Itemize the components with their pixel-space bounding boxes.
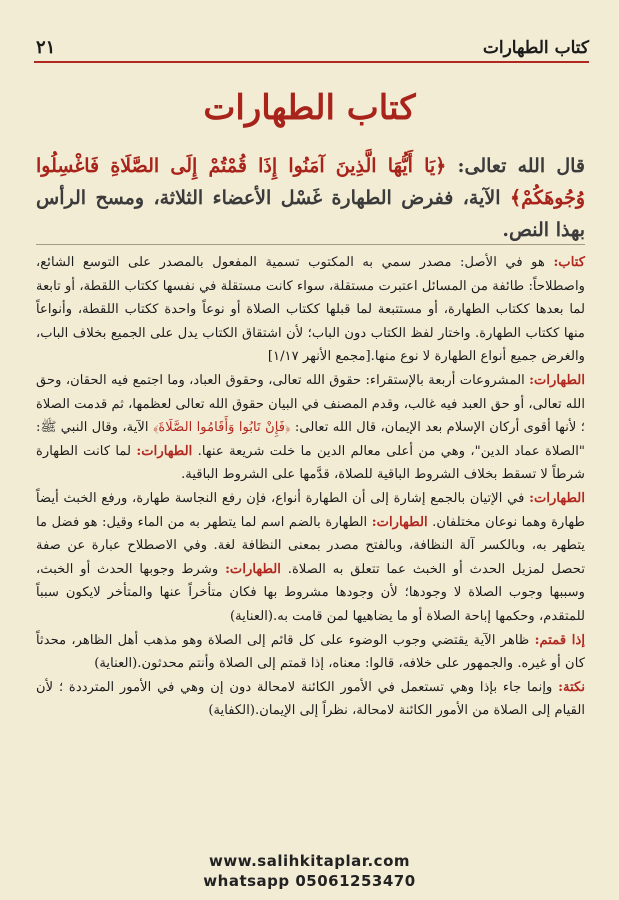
term-heading: كتاب: xyxy=(553,255,585,270)
running-header xyxy=(36,30,589,58)
term-heading: الطهارات: xyxy=(529,372,585,388)
term-heading: الطهارات: xyxy=(529,490,585,506)
term-heading: نكتة: xyxy=(558,679,585,695)
commentary-paragraph xyxy=(36,369,585,487)
watermark-phone: whatsapp 05061253470 xyxy=(203,872,416,890)
paragraph-text: الطهارة بالضم اسم لما يتطهر به من الماء وقيل: هو فضل ما يتطهر به، وبالكسر آلة النظافة، وبالفتح مصدر بمعنى النظافة لغة. وفي الاصطلاح عبارة عن صفة تحصل لمزيل الحدث أو الخبث عما تتعلق به الصلاة. xyxy=(36,514,585,577)
inline-ayah: ﴿فَإِنْ تَابُوا وَأَقَامُوا الصَّلَاةَ﴾ xyxy=(152,420,291,436)
paragraph-text: هو في الأصل: مصدر سمي به المكتوب تسمية المفعول بالمصدر على التوسع الشائع، واصطلاحاً: طائفة من المسائل اعتبرت مستقلة، سواء كانت مستقلة في نفسها ككتاب اللقطة، أو تابعة لما بعدها ككتاب الطهارة، أو مستتبعة لما قبلها ككتاب الصلاة أو نوعاً واحدة ككتاب اللقطة، وأنواعاً منها ككتاب الطهارة. واختار لفظ الكتاب دون الباب؛ لأن اشتقاق الكتاب يدل على الجميع بخلاف الباب، والغرض جميع أنواع الطهارة لا نوع منها.[مجمع الأنهر ١/١٧] xyxy=(36,255,585,365)
intro-lead: قال الله تعالى: xyxy=(446,155,585,177)
paragraph-text: في الإتيان بالجمع إشارة إلى أن الطهارة أنواع، فإن رفع النجاسة طهارة، ورفع الخبث أيضاً طهارة وهما نوعان مختلفان. xyxy=(36,490,585,530)
page-number: ٢١ xyxy=(36,37,56,58)
paragraph-text: لما كانت الطهارة شرطاً لا تسقط بخلاف الشروط الباقية للصلاة، قدَّمها على الشروط الباقية. xyxy=(36,443,585,483)
paragraph-text: ظاهر الآية يقتضي وجوب الوضوء على كل قائم إلى الصلاة وهو مذهب أهل الظاهر، محدثاً كان أو غيره. والجمهور على خلافه، قالوا: معناه، إذا قمتم إلى الصلاة وأنتم محدثون.(العناية) xyxy=(36,632,585,672)
intro-ayah: ﴿يَا أَيُّهَا الَّذِينَ آمَنُوا إِذَا قُمْتُمْ إِلَى الصَّلَاةِ فَاغْسِلُوا وُجُوهَكُمْ﴾ xyxy=(36,155,585,209)
watermark-site: www.salihkitaplar.com xyxy=(208,852,411,870)
paragraph-text: الآية، وقال النبي ﷺ: "الصلاة عماد الدين"، وهي من أعلى معالم الدين ما خلت شريعة عنها. xyxy=(36,420,585,459)
term-heading: الطهارات: xyxy=(136,443,193,459)
commentary-body xyxy=(36,251,585,723)
chapter-title: كتاب الطهارات xyxy=(203,88,416,128)
paragraph-text: وإنما جاء بإذا وهي تستعمل في الأمور الكائنة لامحالة دون إن وهي في الأمور المترددة ؛ لأن القيام إلى الصلاة من الأمور الكائنة لامحالة، نظراً إلى الإيمان.(الكفاية) xyxy=(36,679,585,719)
running-title: كتاب الطهارات xyxy=(482,38,589,58)
commentary-paragraph xyxy=(36,251,585,369)
term-heading: إذا قمتم: xyxy=(534,632,585,648)
commentary-separator xyxy=(36,244,585,245)
intro-text xyxy=(36,150,585,246)
commentary-paragraph xyxy=(36,629,585,676)
intro-rest: الآية، ففرض الطهارة غَسْل الأعضاء الثلاثة، ومسح الرأس بهذا النص. xyxy=(36,187,585,241)
paragraph-text: وشرط وجوبها الحدث أو الخبث، وسببها وجوب الصلاة لا وجودها؛ لأن وجودها مشروط بها فكان متأخراً عنها والمتأخر لايكون سبباً للمتقدم، وحكمها إباحة الصلاة أو ما يضاهيها لمن قامت به.(العناية) xyxy=(36,561,585,624)
commentary-paragraph xyxy=(36,676,585,723)
header-rule xyxy=(34,61,589,63)
term-heading: الطهارات: xyxy=(225,561,281,577)
term-heading: الطهارات: xyxy=(371,514,428,530)
commentary-paragraph xyxy=(36,487,585,629)
paragraph-text: المشروعات أربعة بالإستقراء: حقوق الله تعالى، وحقوق العباد، وما اجتمع فيه الحقان، وحق الله تعالى، أو حق العبد فيه غالب، وقدم المصنف في البيان حقوق الله تعالى لعظمها، ثم قدمت الصلاة ؛ لأنها أقوى أركان الإسلام بعد الإيمان، قال الله تعالى: xyxy=(36,372,585,436)
